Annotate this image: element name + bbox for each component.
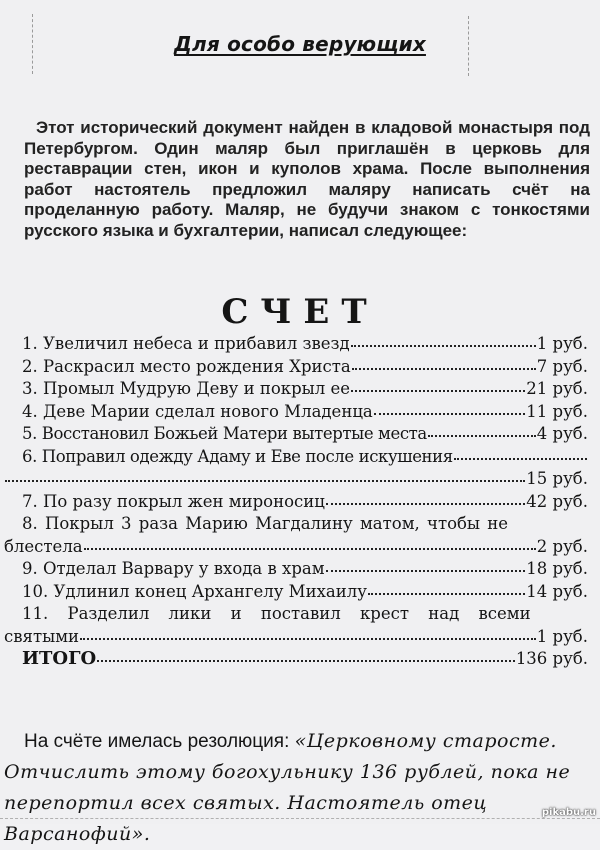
bill-item-continuation: [4, 536, 588, 559]
bill-item-label: 2. Раскрасил место рождения Христа: [22, 356, 351, 376]
leader-dots: [5, 480, 525, 482]
bill-item-label: 4. Деве Марии сделал нового Младенца: [22, 401, 373, 421]
bill-item-label: 7. По разу покрыл жен мироносиц: [22, 491, 325, 511]
bill-item-label-continued: блестела: [4, 536, 83, 556]
bill-total: [22, 648, 588, 671]
bill-item-price: 1 руб.: [536, 334, 588, 353]
bill-item: [22, 446, 588, 469]
bill-item-price: 2 руб.: [536, 536, 588, 556]
bill-total-label: ИТОГО: [22, 648, 97, 669]
bill-total-price: 136 руб.: [515, 649, 588, 668]
leader-dots: [454, 458, 587, 460]
bill-item-label: 8. Покрыл 3 раза Марию Магдалину матом, чтобы не: [22, 514, 509, 533]
bill-item-label: 6. Поправил одежду Адаму и Еве после искушения: [22, 446, 453, 466]
bill-item-label: 1. Увеличил небеса и прибавил звезд: [22, 334, 350, 353]
bill-item-price: 1 руб.: [536, 626, 588, 646]
bill-item-price: 42 руб.: [526, 491, 588, 511]
bill-item-price: 7 руб.: [536, 356, 588, 376]
bill-item-label: 9. Отделал Варвару у входа в храм: [22, 559, 325, 578]
scan-edge-line: [0, 818, 600, 820]
bill-item-continuation: [4, 468, 588, 491]
bill-item-price: 21 руб.: [526, 379, 588, 398]
leader-dots: [352, 368, 536, 370]
bill-items-list: [4, 333, 588, 671]
leader-dots: [84, 548, 536, 550]
bill-item: [22, 581, 588, 604]
bill-item: [22, 356, 588, 379]
leader-dots: [351, 390, 525, 392]
watermark: pikabu.ru: [541, 807, 596, 818]
leader-dots: [351, 345, 536, 347]
intro-paragraph: Этот исторический документ найден в кладовой монастыря под Петербургом. Один маляр был приглашён в церковь для реставрации стен, икон и куполов храма. После выполнения работ настоятель предложил маляру написать счёт на проделанную работу. Маляр, не будучи знаком с тонкостями русского языка и бухгалтерии, написал следующее:: [24, 118, 590, 240]
bill-item: [22, 423, 588, 446]
leader-dots: [428, 435, 536, 437]
bill-item: [22, 401, 588, 424]
bill-item-continuation: [4, 626, 588, 649]
bill-item: [22, 378, 588, 401]
bill-item-label: 3. Промыл Мудрую Деву и покрыл ее: [22, 379, 351, 398]
leader-dots: [80, 638, 536, 640]
bill-item-price: 14 руб.: [526, 581, 588, 601]
bill-item-label-continued: святыми: [4, 626, 80, 646]
leader-dots: [326, 503, 525, 505]
bill-item: [22, 558, 588, 581]
bill-item-price: 11 руб.: [526, 401, 588, 421]
leader-dots: [326, 570, 526, 572]
resolution-intro: На счёте имелась резолюция:: [24, 731, 295, 752]
bill-item-price: 18 руб.: [526, 559, 588, 578]
bill-title: СЧЕТ: [221, 292, 379, 332]
bill-item: [22, 333, 588, 356]
leader-dots: [374, 413, 526, 415]
bill-item-label: 10. Удлинил конец Архангелу Михаилу: [22, 581, 367, 601]
bill-item-label: 11. Разделил лики и поставил крест над всеми: [22, 604, 531, 623]
bill-item-price: 4 руб.: [536, 424, 588, 443]
bill-item-label: 5. Восстановил Божьей Матери вытертые места: [22, 424, 427, 443]
document-title: [0, 32, 600, 56]
leader-dots: [368, 593, 525, 595]
resolution-paragraph: [4, 726, 594, 850]
bill-item: [22, 603, 588, 626]
bill-item: [22, 513, 588, 536]
bill-item: [22, 491, 588, 514]
bill-item-price: 15 руб.: [526, 469, 588, 488]
resolution-text: «Церковному старосте. Отчислить этому богохульнику 136 рублей, пока не перепортил всех святых. Настоятель отец Варсанофий».: [4, 730, 571, 845]
leader-dots: [97, 660, 515, 662]
document-title-text: Для особо верующих: [174, 32, 426, 56]
